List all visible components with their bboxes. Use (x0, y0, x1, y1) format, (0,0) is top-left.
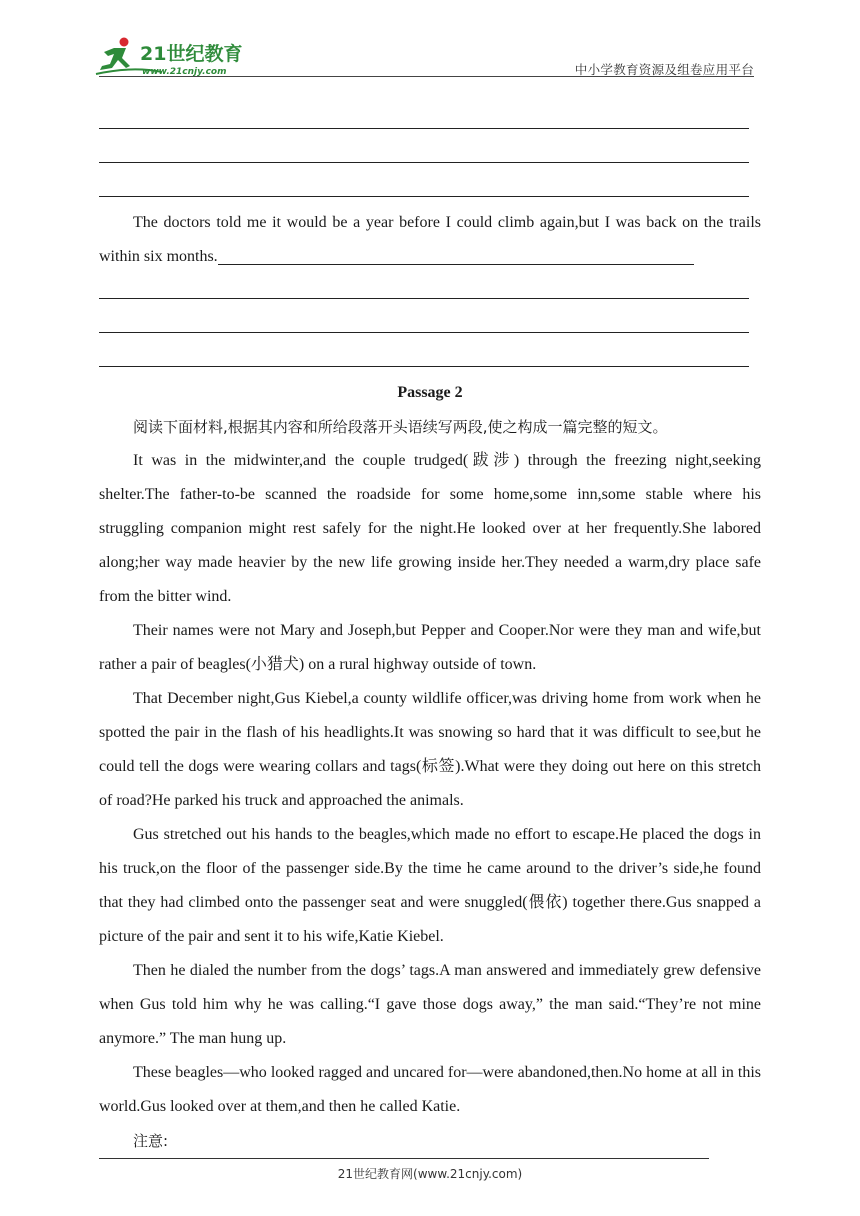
page-header (0, 0, 860, 80)
passage-paragraph: It was in the midwinter,and the couple trudged(跋涉) through the freezing night,seeking shelter.The father-to-be scanned the roadside for some home,some inn,some stable where his struggling companion might rest safely for the night.He looked over at her frequently.She labored along;her way made heavier by the new life growing inside her.They needed a warm,dry place safe from the bitter wind. (99, 452, 761, 605)
passage-title: Passage 2 (397, 384, 463, 401)
continuation-prompt-text: The doctors told me it would be a year before I could climb again,but I was back on the trails within six months. (99, 214, 761, 265)
passage-paragraph: Their names were not Mary and Joseph,but Pepper and Cooper.Nor were they man and wife,but rather a pair of beagles(小猎犬) on a rural highway outside of town. (99, 622, 761, 673)
logo-url-text: www.21cnjy.com (142, 67, 227, 77)
logo (92, 36, 262, 78)
runner-logo-icon (92, 36, 262, 78)
answer-line[interactable] (99, 342, 761, 376)
answer-line[interactable] (99, 104, 761, 138)
passage-paragraph: That December night,Gus Kiebel,a county wildlife officer,was driving home from work when he spotted the pair in the flash of his headlights.It was snowing so hard that it was difficult to see,but he could tell the dogs were wearing collars and tags(标签).What were they doing out here on this stretch of road?He parked his truck and approached the animals. (99, 690, 761, 809)
document-body (99, 104, 761, 1158)
answer-line[interactable] (99, 138, 761, 172)
passage-paragraph: Gus stretched out his hands to the beagles,which made no effort to escape.He placed the dogs in his truck,on the floor of the passenger side.By the time he came around to the driver’s side,he found that they had climbed onto the passenger seat and were snuggled(偎依) together there.Gus snapped a picture of the pair and sent it to his wife,Katie Kiebel. (99, 826, 761, 945)
logo-main-text: 21世纪教育 (140, 43, 243, 65)
platform-title: 中小学教育资源及组卷应用平台 (574, 62, 754, 77)
note-label: 注意: (133, 1132, 169, 1150)
inline-answer-line[interactable] (218, 264, 694, 266)
footer-divider (99, 1158, 709, 1159)
answer-line[interactable] (99, 172, 761, 206)
passage-paragraph: These beagles—who looked ragged and uncared for—were abandoned,then.No home at all in this world.Gus looked over at them,and then he called Katie. (99, 1064, 761, 1115)
header-divider (99, 76, 754, 77)
footer-text: 21世纪教育网(www.21cnjy.com) (337, 1167, 523, 1181)
answer-line[interactable] (99, 308, 761, 342)
answer-line[interactable] (99, 274, 761, 308)
passage-paragraph: Then he dialed the number from the dogs’ tags.A man answered and immediately grew defensive when Gus told him why he was calling.“I gave those dogs away,” the man said.“They’re not mine anymore.” The man hung up. (99, 962, 761, 1047)
continuation-prompt (99, 206, 761, 274)
instruction-text: 阅读下面材料,根据其内容和所给段落开头语续写两段,使之构成一篇完整的短文。 (133, 418, 668, 436)
